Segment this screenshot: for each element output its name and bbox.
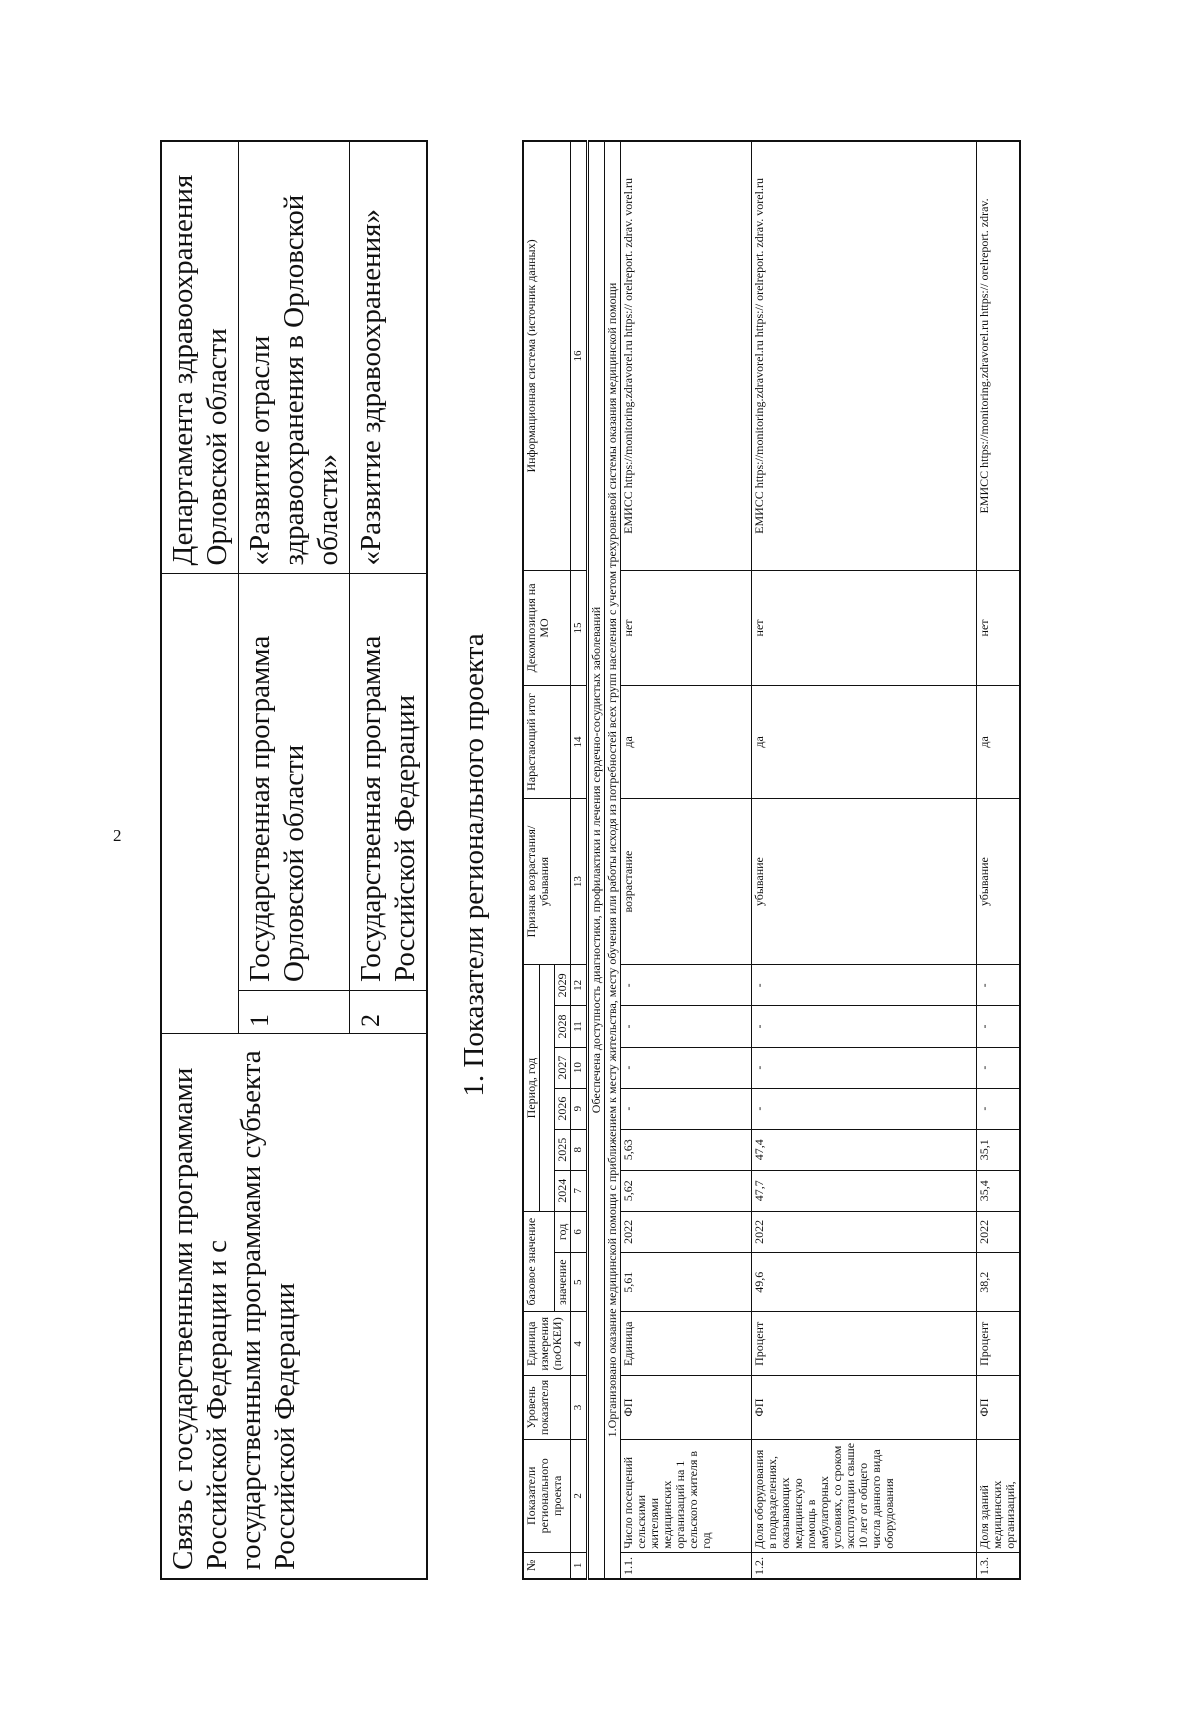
row-value: 47,7 — [752, 1170, 977, 1211]
row-value: - — [752, 1047, 977, 1088]
column-number: 14 — [571, 685, 588, 798]
row-info-system: ЕМИСС https://monitoring.zdravorel.ru https:// orelreport. zdrav. vorel.ru — [752, 141, 977, 570]
row-num: 1.2. — [752, 1552, 977, 1579]
header-year: 2025 — [555, 1129, 571, 1170]
header-decomposition: Декомпозиция на МО — [523, 570, 571, 685]
row-cumulative: да — [621, 685, 752, 798]
row-value: 5,63 — [621, 1129, 752, 1170]
row-decomposition: нет — [752, 570, 977, 685]
column-number: 8 — [571, 1129, 588, 1170]
column-number: 5 — [571, 1252, 588, 1312]
row-unit: Процент — [752, 1312, 977, 1376]
row-level: ФП — [977, 1376, 1021, 1440]
row-sign: возрастание — [621, 798, 752, 964]
row-value: - — [977, 965, 1021, 1006]
row-sign: убывание — [977, 798, 1021, 964]
column-number: 13 — [571, 798, 588, 964]
row-value: - — [977, 1006, 1021, 1047]
row-name: Доля оборудования в подразделениях, оказывающих медицинскую помощь в амбулаторных условиях, со сроком эксплуатации свыше 10 лет от общего числа данного вида оборудования — [752, 1439, 977, 1552]
row-base-year: 2022 — [621, 1211, 752, 1252]
row-num: 1.3. — [977, 1552, 1021, 1579]
header-level: Уровень показателя — [523, 1376, 571, 1440]
row-value: - — [752, 965, 977, 1006]
table-row — [752, 141, 977, 1579]
row-value: - — [977, 1088, 1021, 1129]
column-number: 15 — [571, 570, 588, 685]
link-row-num: 1 — [239, 991, 350, 1034]
links-header-label: Связь с государственными программами Российской Федерации и с государственными программами субъекта Российской Федерации — [161, 1034, 427, 1580]
row-value: - — [752, 1006, 977, 1047]
link-row-program: Государственная программа Российской Федерации — [350, 574, 428, 991]
header-base-value: значение — [555, 1252, 571, 1312]
column-number: 2 — [571, 1439, 588, 1552]
header-year: 2028 — [555, 1006, 571, 1047]
row-name: Доля зданий медицинских организаций, — [977, 1439, 1021, 1552]
column-number: 4 — [571, 1312, 588, 1376]
row-decomposition: нет — [621, 570, 752, 685]
row-base-year: 2022 — [977, 1211, 1021, 1252]
header-info-system: Информационная система (источник данных) — [523, 141, 571, 570]
column-number: 3 — [571, 1376, 588, 1440]
row-value: - — [621, 1088, 752, 1129]
row-level: ФП — [752, 1376, 977, 1440]
row-value: - — [621, 965, 752, 1006]
section-title: 1. Показатели регионального проекта — [458, 633, 490, 1097]
program-links-table — [160, 140, 428, 1580]
column-number: 9 — [571, 1088, 588, 1129]
column-number: 16 — [571, 141, 588, 570]
header-unit: Единица измерения (поОКЕИ) — [523, 1312, 571, 1376]
link-row-name: «Развитие отрасли здравоохранения в Орловской области» — [239, 141, 350, 574]
row-base-value: 49,6 — [752, 1252, 977, 1312]
column-number: 10 — [571, 1047, 588, 1088]
table-row — [977, 141, 1021, 1579]
row-info-system: ЕМИСС https://monitoring.zdravorel.ru https:// orelreport. zdrav. — [977, 141, 1021, 570]
row-value: - — [621, 1006, 752, 1047]
row-sign: убывание — [752, 798, 977, 964]
row-base-value: 38,2 — [977, 1252, 1021, 1312]
column-number: 11 — [571, 1006, 588, 1047]
row-value: - — [977, 1047, 1021, 1088]
table-row — [621, 141, 752, 1579]
header-year: 2024 — [555, 1170, 571, 1211]
goal-row: Обеспечена доступность диагностики, профилактики и лечения сердечно-сосудистых заболеваний — [588, 141, 605, 1579]
link-row-name: «Развитие здравоохранения» — [350, 141, 428, 574]
header-year: 2026 — [555, 1088, 571, 1129]
header-base: базовое значение — [523, 1211, 555, 1312]
links-top-right: Департамента здравоохранения Орловской области — [161, 141, 239, 574]
header-sign: Признак возрастания/убывания — [523, 798, 571, 964]
row-value: - — [752, 1088, 977, 1129]
header-period: Период, год — [523, 965, 540, 1212]
header-year: 2027 — [555, 1047, 571, 1088]
row-value: 35,4 — [977, 1170, 1021, 1211]
row-unit: Единица — [621, 1312, 752, 1376]
row-base-value: 5,61 — [621, 1252, 752, 1312]
row-decomposition: нет — [977, 570, 1021, 685]
indicators-table — [522, 140, 1021, 1580]
column-number: 12 — [571, 965, 588, 1006]
column-number: 6 — [571, 1211, 588, 1252]
column-number: 1 — [571, 1552, 588, 1579]
task-row: 1.Организовано оказание медицинской помощи с приближением к месту жительства, месту обучения или работы исходя из потребностей всех групп населения с учетом трехуровневой системы оказания медицинской помощи — [605, 141, 621, 1579]
row-level: ФП — [621, 1376, 752, 1440]
row-cumulative: да — [977, 685, 1021, 798]
row-base-year: 2022 — [752, 1211, 977, 1252]
header-num: № — [523, 1552, 571, 1579]
row-unit: Процент — [977, 1312, 1021, 1376]
header-cumulative: Нарастающий итог — [523, 685, 571, 798]
header-base-year: год — [555, 1211, 571, 1252]
row-num: 1.1. — [621, 1552, 752, 1579]
row-name: Число посещений сельскими жителями медицинских организаций на 1 сельского жителя в год — [621, 1439, 752, 1552]
link-row-program: Государственная программа Орловской области — [239, 574, 350, 991]
rotated-page — [60, 60, 1140, 1670]
row-value: 5,62 — [621, 1170, 752, 1211]
row-value: 35,1 — [977, 1129, 1021, 1170]
column-number: 7 — [571, 1170, 588, 1211]
row-cumulative: да — [752, 685, 977, 798]
row-info-system: ЕМИСС https://monitoring.zdravorel.ru https:// orelreport. zdrav. vorel.ru — [621, 141, 752, 570]
row-value: 47,4 — [752, 1129, 977, 1170]
column-number-row — [571, 141, 588, 1579]
row-value: - — [621, 1047, 752, 1088]
link-row-num: 2 — [350, 991, 428, 1034]
header-name: Показатели регионального проекта — [523, 1439, 571, 1552]
page-number: 2 — [113, 826, 122, 845]
header-year: 2029 — [555, 965, 571, 1006]
